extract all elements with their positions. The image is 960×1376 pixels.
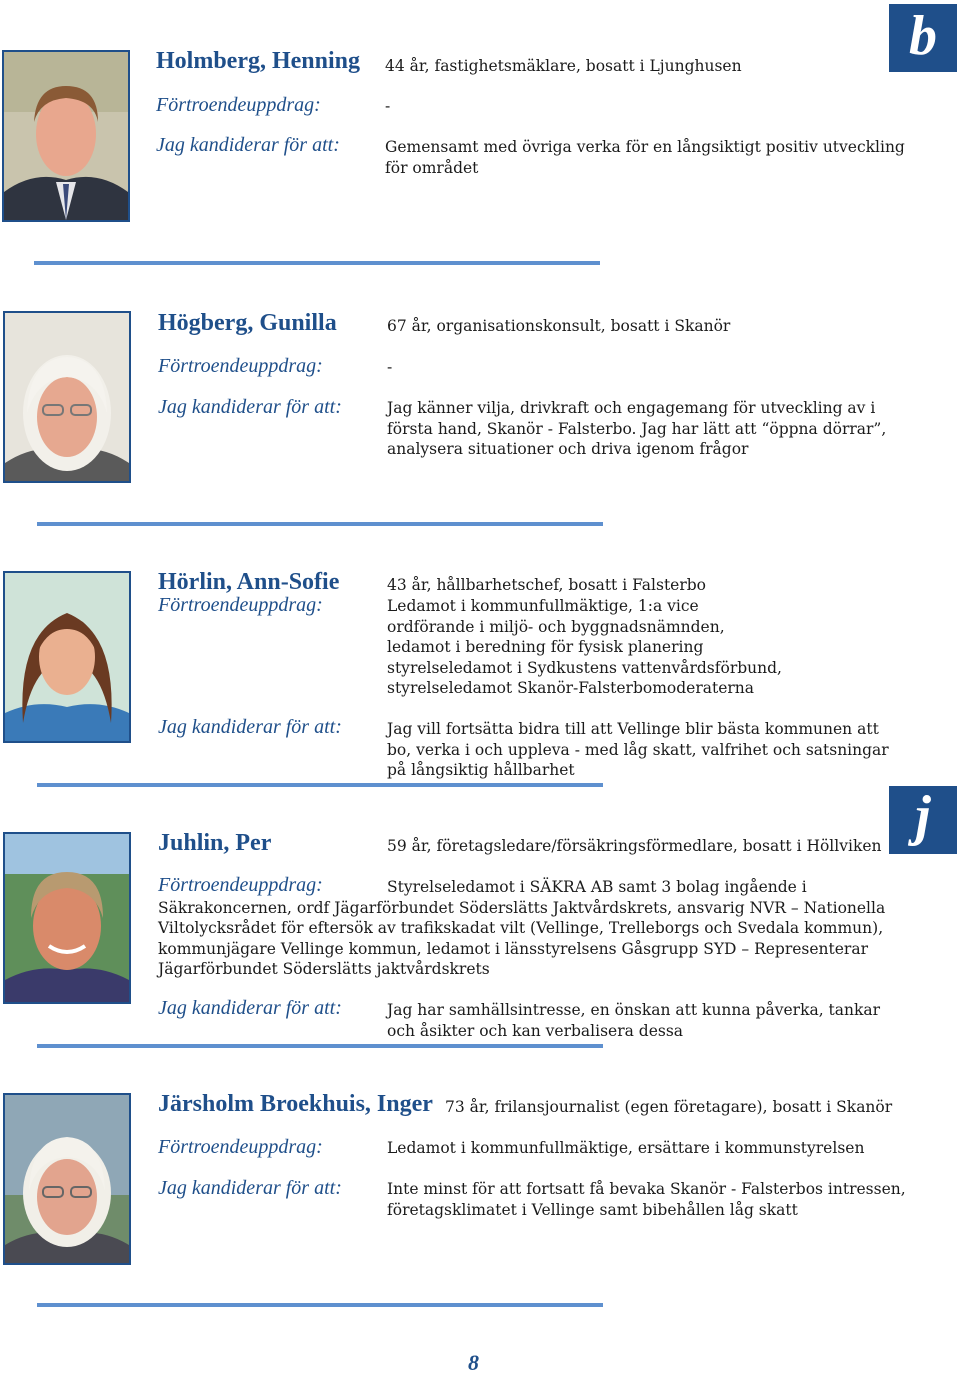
- divider-rule: [37, 783, 603, 787]
- candidate-info-hogberg: 67 år, organisationskonsult, bosatt i Skanör: [387, 317, 731, 335]
- candidate-name-horlin: Hörlin, Ann-Sofie: [158, 569, 340, 595]
- fortroende-label: Förtroendeuppdrag:: [158, 594, 323, 616]
- fortroende-value-hogberg: -: [387, 358, 393, 376]
- kandiderar-label: Jag kandiderar för att:: [158, 396, 342, 418]
- candidate-info-juhlin: 59 år, företagsledare/försäkringsförmedlare, bosatt i Höllviken: [387, 837, 882, 855]
- fortroende-value-holmberg: -: [385, 97, 391, 115]
- candidate-name-juhlin: Juhlin, Per: [158, 830, 272, 856]
- kandiderar-value-horlin: Jag vill fortsätta bidra till att Vellinge blir bästa kommunen att bo, verka i och uppleva - med låg skatt, valfrihet och satsningar på långsiktig hållbarhet: [387, 720, 889, 779]
- section-letter-b: b: [889, 4, 957, 72]
- divider-rule: [37, 522, 603, 526]
- candidate-photo-juhlin: [3, 832, 131, 1004]
- candidate-info-horlin: 43 år, hållbarhetschef, bosatt i Falsterbo: [387, 576, 707, 594]
- divider-rule: [37, 1303, 603, 1307]
- fortroende-value-jarsholm: Ledamot i kommunfullmäktige, ersättare i kommunstyrelsen: [387, 1139, 865, 1157]
- candidate-photo-horlin: [3, 571, 131, 743]
- kandiderar-label: Jag kandiderar för att:: [158, 716, 342, 738]
- fortroende-label: Förtroendeuppdrag:: [158, 1136, 323, 1158]
- fortroende-value-juhlin: Styrelseledamot i SÄKRA AB samt 3 bolag ingående i Säkrakoncernen, ordf Jägarförbundet Söderslätts Jaktvårdskrets, ansvarig NVR – Nationella Viltolycksrådet för eftersök av trafikskadat vilt (Vellinge, Trelleborgs och Svedala kommun), kommunjägare Vellinge kommun, ledamot i länsstyrelsens Gåsgrupp SYD – Representerar Jägarförbundet Söderslätts jaktvårdskrets: [158, 878, 886, 978]
- kandiderar-value-jarsholm: Inte minst för att fortsatt få bevaka Skanör - Falsterbos intressen, företagsklimatet i Vellinge samt bibehållen låg skatt: [387, 1180, 906, 1219]
- kandiderar-label: Jag kandiderar för att:: [158, 997, 342, 1019]
- kandiderar-value-juhlin: Jag har samhällsintresse, en önskan att kunna påverka, tankar och åsikter och kan verbalisera dessa: [387, 1001, 881, 1040]
- candidate-info-holmberg: 44 år, fastighetsmäklare, bosatt i Ljunghusen: [385, 57, 742, 75]
- divider-rule: [37, 1044, 603, 1048]
- fortroende-value-horlin: Ledamot i kommunfullmäktige, 1:a vice ordförande i miljö- och byggnadsnämnden, ledamot i beredning för fysisk planering styrelseledamot i Sydkustens vattenvårdsförbund, styrelseledamot Skanör-Falsterbomoderaterna: [387, 597, 782, 697]
- candidate-name-jarsholm: Järsholm Broekhuis, Inger: [158, 1091, 433, 1117]
- candidate-photo-jarsholm: [3, 1093, 131, 1265]
- candidate-photo-holmberg: [2, 50, 130, 222]
- kandiderar-label: Jag kandiderar för att:: [158, 1177, 342, 1199]
- kandiderar-value-holmberg: Gemensamt med övriga verka för en långsiktigt positiv utveckling för området: [385, 138, 905, 177]
- fortroende-label: Förtroendeuppdrag:: [156, 94, 321, 116]
- divider-rule: [34, 261, 600, 265]
- kandiderar-label: Jag kandiderar för att:: [156, 134, 340, 156]
- candidate-name-hogberg: Högberg, Gunilla: [158, 310, 337, 336]
- kandiderar-value-hogberg: Jag känner vilja, drivkraft och engagemang för utveckling av i första hand, Skanör - Falsterbo. Jag har lätt att “öppna dörrar”, analysera situationer och driva igenom frågor: [387, 399, 887, 458]
- section-letter-j: j: [889, 786, 957, 854]
- candidate-info-jarsholm: 73 år, frilansjournalist (egen företagare), bosatt i Skanör: [445, 1098, 893, 1116]
- candidate-photo-hogberg: [3, 311, 131, 483]
- page-number: 8: [468, 1350, 479, 1375]
- fortroende-label: Förtroendeuppdrag:: [158, 874, 323, 896]
- fortroende-label: Förtroendeuppdrag:: [158, 355, 323, 377]
- candidate-name-holmberg: Holmberg, Henning: [156, 48, 361, 74]
